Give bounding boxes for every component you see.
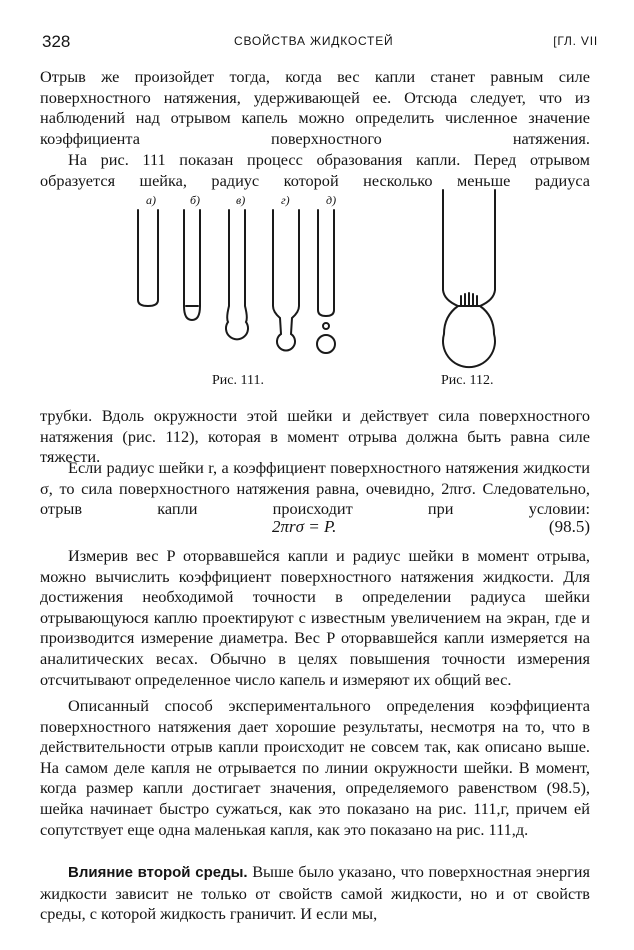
equation-number: (98.5) (548, 517, 590, 536)
fig111-label-b: б) (190, 193, 201, 207)
fig111-label-c: в) (236, 193, 246, 207)
fig111-label-d: г) (281, 193, 290, 207)
section-heading: Влияние второй среды. (68, 864, 248, 881)
paragraph-4: Если радиус шейки r, а коэффициент поверхностного натяжения жидкости σ, то сила поверхностного натяжения равна, очевидно, 2πrσ. Следовательно, отрыв капли происходит при условии: (40, 458, 590, 519)
paragraph-5: Измерив вес P оторвавшейся капли и радиус шейки в момент отрыва, можно вычислить коэффициент поверхностного натяжения жидкости. Для достижения необходимой точности в определении радиуса шейки отрывающуюся каплю проектируют с известным увеличением на экран, где и производится измерение диаметра. Вес P оторвавшейся капли измеряется на аналитических весах. Обычно в целях повышения точности измерения отсчитывают определенное число капель и измеряют их общий вес. (40, 546, 590, 689)
fig111-label-e: д) (326, 193, 337, 207)
chapter-label: [ГЛ. VII (553, 34, 598, 48)
fig111-tube-c (226, 210, 248, 339)
paragraph-6: Описанный способ экспериментального определения коэффициента поверхностного натяжения дает хорошие результаты, несмотря на то, что в действительности отрыв капли происходит не совсем так, как описано выше. На самом деле капля не отрывается по линии окружности шейки. В момент, когда размер капли достигает значения, определяемого равенством (98.5), шейка начинает быстро сужаться, как это показано на рис. 111,г, причем ей сопутствует еще одна маленькая капля, как это показано на рис. 111,д. (40, 696, 590, 839)
page-header (42, 32, 598, 54)
equation: 2πrσ = P. (272, 517, 337, 536)
paragraph-3: трубки. Вдоль окружности этой шейки и действует сила поверхностного натяжения (рис. 112), которая в момент отрыва должна быть равна силе тяжести. (40, 406, 590, 467)
fig111-tube-b (184, 210, 200, 320)
paragraph-1: Отрыв же произойдет тогда, когда вес капли станет равным силе поверхностного натяжения, удерживающей ее. Отсюда следует, что из наблюдений над отрывом капель можно определить численное значение коэффициента поверхностного натяжения. (40, 67, 590, 148)
paragraph-2: На рис. 111 показан процесс образования капли. Перед отрывом образуется шейка, радиус которой несколько меньше радиуса (40, 150, 590, 190)
fig111-caption: Рис. 111. (212, 373, 264, 388)
paragraph-7-text: Выше было указано, что поверхностная энергия жидкости зависит не только от свойств самой жидкости, но и от свойств среды, с которой жидкость граничит. И если мы, (40, 862, 590, 924)
equation-line (40, 517, 590, 539)
fig111-tube-e (317, 210, 335, 353)
fig111-tube-a (138, 210, 158, 306)
fig111-label-a: а) (146, 193, 156, 207)
paragraph-7 (40, 862, 590, 925)
fig112-tube (443, 190, 495, 367)
fig111-tube-d (273, 210, 299, 350)
page-number: 328 (42, 32, 71, 51)
fig112-caption: Рис. 112. (441, 373, 494, 388)
running-title: СВОЙСТВА ЖИДКОСТЕЙ (234, 34, 394, 48)
